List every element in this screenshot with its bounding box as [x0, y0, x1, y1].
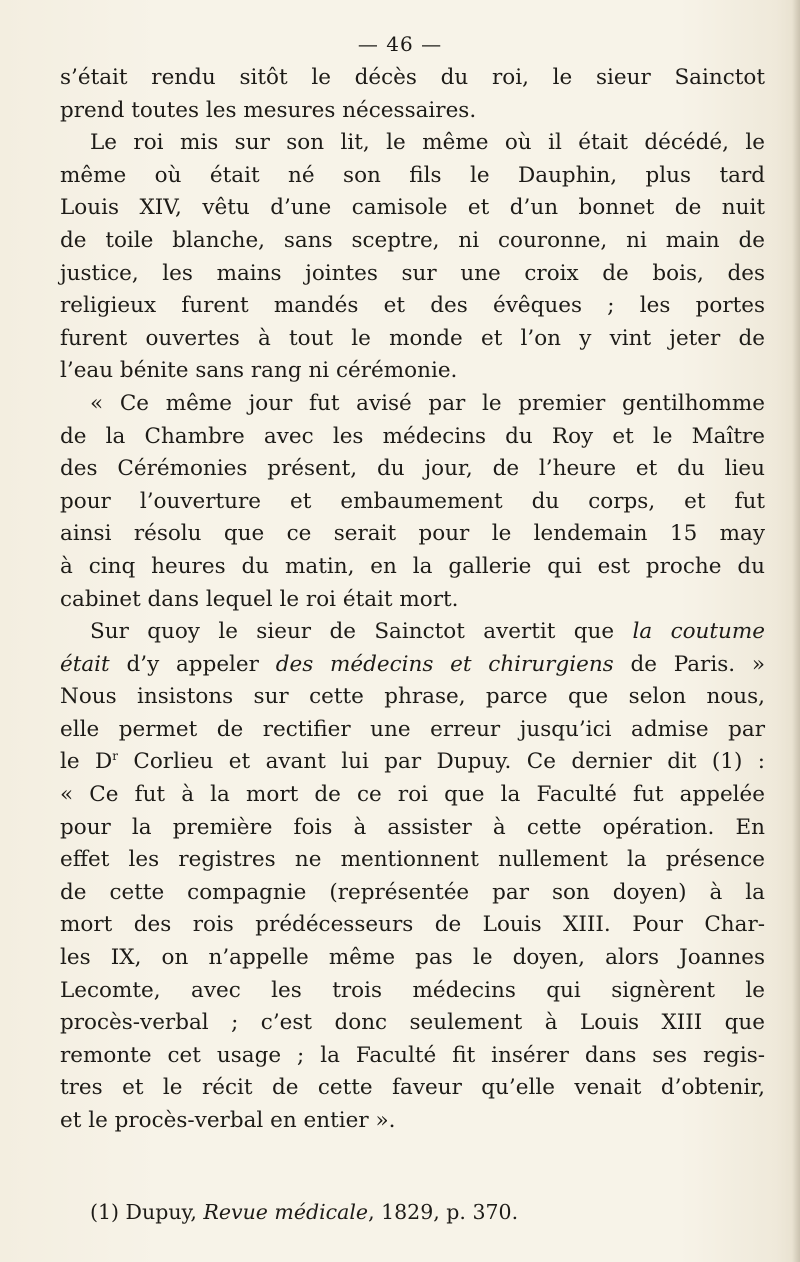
- italic-segment: des médecins et chirurgiens: [275, 651, 614, 677]
- text-line: et le procès-verbal en entier ».: [60, 1108, 396, 1133]
- text-segment: de Paris. »: [613, 651, 765, 677]
- text-line: effet les registres ne mentionnent nullement la présence: [60, 847, 765, 873]
- footnote-text: , 1829, p. 370.: [368, 1200, 519, 1224]
- text-line: de cette compagnie (représentée par son doyen) à la: [60, 879, 765, 905]
- text-line: l’eau bénite sans rang ni cérémonie.: [60, 358, 458, 384]
- text-segment: Corlieu et avant lui par Dupuy. Ce dernier dit (1) :: [118, 749, 765, 775]
- text-line: de toile blanche, sans sceptre, ni couronne, ni main de: [60, 227, 765, 253]
- text-line: s’était rendu sitôt le décès du roi, le sieur Sainctot: [60, 65, 765, 90]
- text-line: mort des rois prédécesseurs de Louis XIII. Pour Char-: [60, 912, 765, 938]
- text-line: [60, 616, 765, 649]
- italic-segment: la coutume: [632, 619, 765, 645]
- text-line: « Ce fut à la mort de ce roi que la Faculté fut appelée: [60, 782, 765, 808]
- text-segment: Sur quoy le sieur de Sainctot avertit que: [90, 619, 633, 645]
- text-line: des Cérémonies présent, du jour, de l’heure et du lieu: [60, 456, 765, 482]
- text-line: justice, les mains jointes sur une croix de bois, des: [60, 260, 765, 286]
- body-text: [60, 62, 765, 1138]
- text-line: remonte cet usage ; la Faculté fit insérer dans ses regis-: [60, 1042, 765, 1068]
- text-line: Le roi mis sur son lit, le même où il était décédé, le: [90, 130, 765, 156]
- text-line: religieux furent mandés et des évêques ; les portes: [60, 293, 765, 319]
- text-line: même où était né son fils le Dauphin, plus tard: [60, 162, 765, 188]
- footnote-text: (1) Dupuy,: [90, 1200, 204, 1224]
- text-line: ainsi résolu que ce serait pour le lendemain 15 may: [60, 521, 765, 547]
- text-line: « Ce même jour fut avisé par le premier gentilhomme: [90, 390, 765, 416]
- text-line: prend toutes les mesures nécessaires.: [60, 97, 477, 123]
- superscript: r: [112, 749, 118, 764]
- text-line: pour la première fois à assister à cette opération. En: [60, 814, 765, 840]
- text-line: furent ouvertes à tout le monde et l’on y vint jeter de: [60, 325, 765, 351]
- text-segment: d’y appeler: [109, 651, 276, 677]
- italic-segment: était: [60, 651, 110, 677]
- text-segment: le D: [60, 749, 113, 775]
- text-line: [60, 649, 765, 682]
- text-line: à cinq heures du matin, en la gallerie qui est proche du: [60, 553, 765, 579]
- text-line: Lecomte, avec les trois médecins qui signèrent le: [60, 977, 765, 1003]
- text-line: pour l’ouverture et embaumement du corps, et fut: [60, 488, 765, 514]
- text-line: les IX, on n’appelle même pas le doyen, alors Joannes: [60, 945, 765, 971]
- page-number: — 46 —: [357, 32, 443, 56]
- text-line: cabinet dans lequel le roi était mort.: [60, 586, 459, 612]
- text-line: Nous insistons sur cette phrase, parce que selon nous,: [60, 684, 765, 710]
- text-line: Louis XIV, vêtu d’une camisole et d’un bonnet de nuit: [60, 195, 765, 221]
- footnote: [90, 1200, 518, 1224]
- text-line: elle permet de rectifier une erreur jusqu’ici admise par: [60, 716, 765, 742]
- text-line: de la Chambre avec les médecins du Roy et le Maître: [60, 423, 765, 449]
- text-line: procès-verbal ; c’est donc seulement à Louis XIII que: [60, 1010, 765, 1036]
- footnote-journal: Revue médicale: [203, 1200, 369, 1224]
- page-edge-shadow: [792, 0, 800, 1262]
- text-line: tres et le récit de cette faveur qu’elle venait d’obtenir,: [60, 1075, 765, 1101]
- text-line: [60, 746, 765, 779]
